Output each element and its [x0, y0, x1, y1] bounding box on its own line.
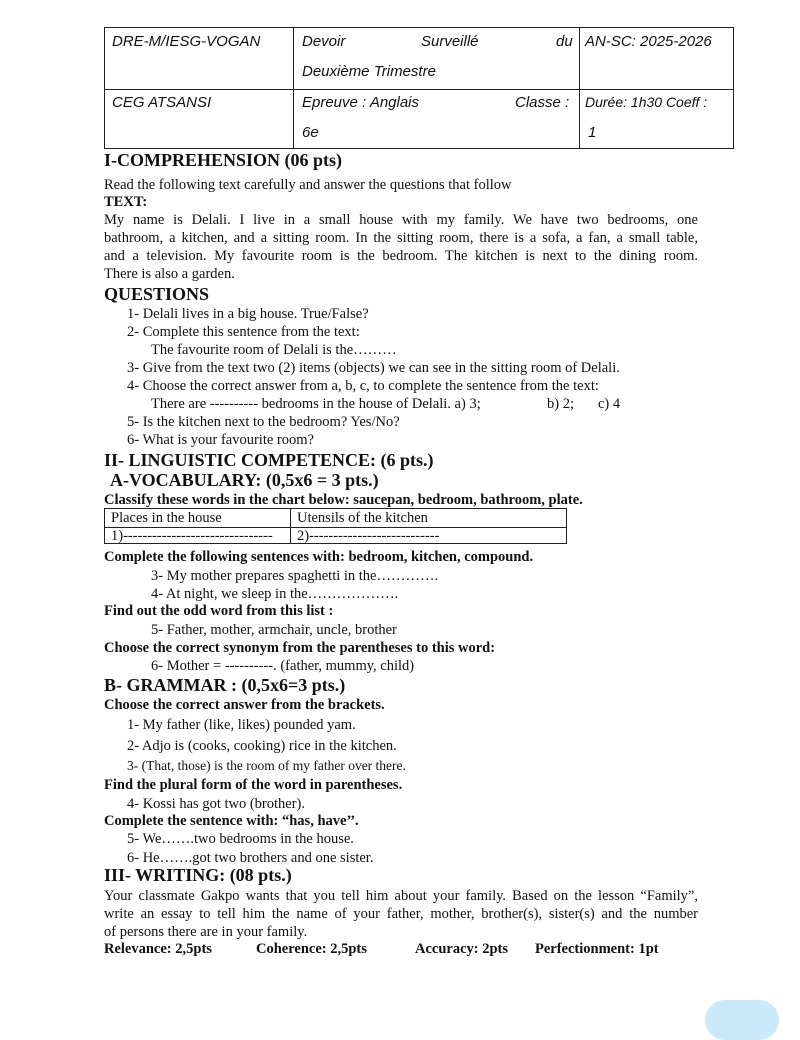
complete-instruction: Complete the following sentences with: bedroom, kitchen, compound.	[104, 549, 534, 565]
writing-line: Your classmate Gakpo wants that you tell him about your family. Based on the lesson “Family”,	[104, 888, 698, 904]
question-4: 4- Choose the correct answer from a, b, c, to complete the sentence from the text:	[127, 378, 599, 394]
vocab-item-5: 5- Father, mother, armchair, uncle, brother	[151, 622, 397, 638]
header-cell-school	[105, 28, 294, 89]
criteria-accuracy: Accuracy: 2pts	[415, 941, 509, 957]
surveille-label: Surveillé	[421, 33, 479, 50]
writing-prompt	[104, 887, 698, 941]
chart-answer-1: 1)-------------------------------	[105, 527, 291, 544]
comprehension-heading: I-COMPREHENSION (06 pts)	[104, 150, 343, 170]
writing-heading: III- WRITING: (08 pts.)	[104, 865, 292, 885]
header-cell-epreuve	[294, 89, 580, 149]
classify-instruction: Classify these words in the chart below: saucepan, bedroom, bathroom, plate.	[104, 492, 583, 508]
vocabulary-heading: A-VOCABULARY: (0,5x6 = 3 pts.)	[110, 470, 379, 490]
question-4-option-b: b) 2;	[547, 396, 574, 412]
duree-label: Durée: 1h30 Coeff :	[585, 94, 708, 110]
header-cell-annee	[580, 28, 735, 89]
grammar-item-6: 6- He…….got two brothers and one sister.	[127, 850, 374, 866]
criteria-relevance: Relevance: 2,5pts	[104, 941, 212, 957]
question-2: 2- Complete this sentence from the text:	[127, 324, 360, 340]
chart-answer-row	[105, 527, 566, 544]
grammar-item-2: 2- Adjo is (cooks, cooking) rice in the kitchen.	[127, 738, 397, 754]
has-have-instruction: Complete the sentence with: “has, have’’.	[104, 813, 359, 829]
brackets-instruction: Choose the correct answer from the brackets.	[104, 697, 385, 713]
question-2-sentence: The favourite room of Delali is the………	[151, 342, 397, 358]
question-5: 5- Is the kitchen next to the bedroom? Yes/No?	[127, 414, 400, 430]
chart-col-utensils: Utensils of the kitchen	[297, 510, 428, 526]
writing-line: of persons there are in your family.	[104, 924, 308, 940]
criteria-coherence: Coherence: 2,5pts	[256, 941, 367, 957]
classe-label: Classe :	[515, 94, 570, 111]
trimestre-label: Deuxième Trimestre	[302, 63, 436, 80]
reading-line: and a television. My favourite room is the bedroom. The kitchen is next to the dining room.	[104, 248, 698, 264]
vocab-item-6: 6- Mother = ----------. (father, mummy, child)	[151, 658, 415, 674]
linguistic-heading: II- LINGUISTIC COMPETENCE: (6 pts.)	[104, 450, 434, 470]
header-row-1	[105, 28, 733, 90]
grammar-item-3: 3- (That, those) is the room of my father over there.	[127, 758, 406, 773]
question-3: 3- Give from the text two (2) items (objects) we can see in the sitting room of Delali.	[127, 360, 620, 376]
criteria-perfection: Perfectionment: 1pt	[535, 941, 659, 957]
questions-heading: QUESTIONS	[104, 284, 210, 304]
question-1: 1- Delali lives in a big house. True/False?	[127, 306, 369, 322]
comprehension-instruction: Read the following text carefully and answer the questions that follow	[104, 177, 512, 193]
vocab-item-4: 4- At night, we sleep in the……………….	[151, 586, 399, 602]
vocab-item-3: 3- My mother prepares spaghetti in the………….	[151, 568, 439, 584]
chart-answer-2: 2)---------------------------	[297, 528, 440, 544]
chart-col-places: Places in the house	[105, 509, 291, 527]
school-code: DRE-M/IESG-VOGAN	[112, 33, 261, 50]
odd-word-instruction: Find out the odd word from this list :	[104, 603, 334, 619]
devoir-label: Devoir	[302, 33, 346, 50]
ceg-label: CEG ATSANSI	[112, 94, 212, 111]
reading-line: There is also a garden.	[104, 266, 235, 282]
question-4-option-c: c) 4	[598, 396, 621, 412]
grammar-item-1: 1- My father (like, likes) pounded yam.	[127, 717, 356, 733]
text-label: TEXT:	[104, 194, 148, 210]
du-label: du	[556, 33, 573, 50]
reading-text	[104, 211, 698, 283]
coeff-value: 1	[588, 124, 597, 141]
header-row-2	[105, 89, 733, 149]
header-cell-ceg	[105, 89, 294, 149]
header-cell-devoir	[294, 28, 580, 89]
annee-label: AN-SC: 2025-2026	[585, 33, 712, 50]
chart-header-row	[105, 509, 566, 528]
header-table	[104, 27, 734, 149]
classe-value: 6e	[302, 124, 319, 141]
synonym-instruction: Choose the correct synonym from the parentheses to this word:	[104, 640, 496, 656]
reading-line: My name is Delali. I live in a small house with my family. We have two bedrooms, one	[104, 212, 698, 228]
grammar-item-5: 5- We…….two bedrooms in the house.	[127, 831, 354, 847]
question-6: 6- What is your favourite room?	[127, 432, 314, 448]
grammar-item-4: 4- Kossi has got two (brother).	[127, 796, 306, 812]
epreuve-label: Epreuve : Anglais	[302, 94, 420, 111]
grammar-heading: B- GRAMMAR : (0,5x6=3 pts.)	[104, 675, 346, 695]
header-cell-duree	[580, 89, 735, 149]
writing-line: write an essay to tell him the name of your father, mother, brother(s), sister(s) and the number	[104, 906, 698, 922]
reading-line: bathroom, a kitchen, and a sitting room. In the sitting room, there is a sofa, a fan, a small table,	[104, 230, 698, 246]
floating-action-button[interactable]	[705, 1000, 779, 1040]
classify-chart	[104, 508, 567, 544]
question-4-sentence: There are ---------- bedrooms in the house of Delali. a) 3;	[151, 396, 481, 412]
plural-instruction: Find the plural form of the word in parentheses.	[104, 777, 403, 793]
